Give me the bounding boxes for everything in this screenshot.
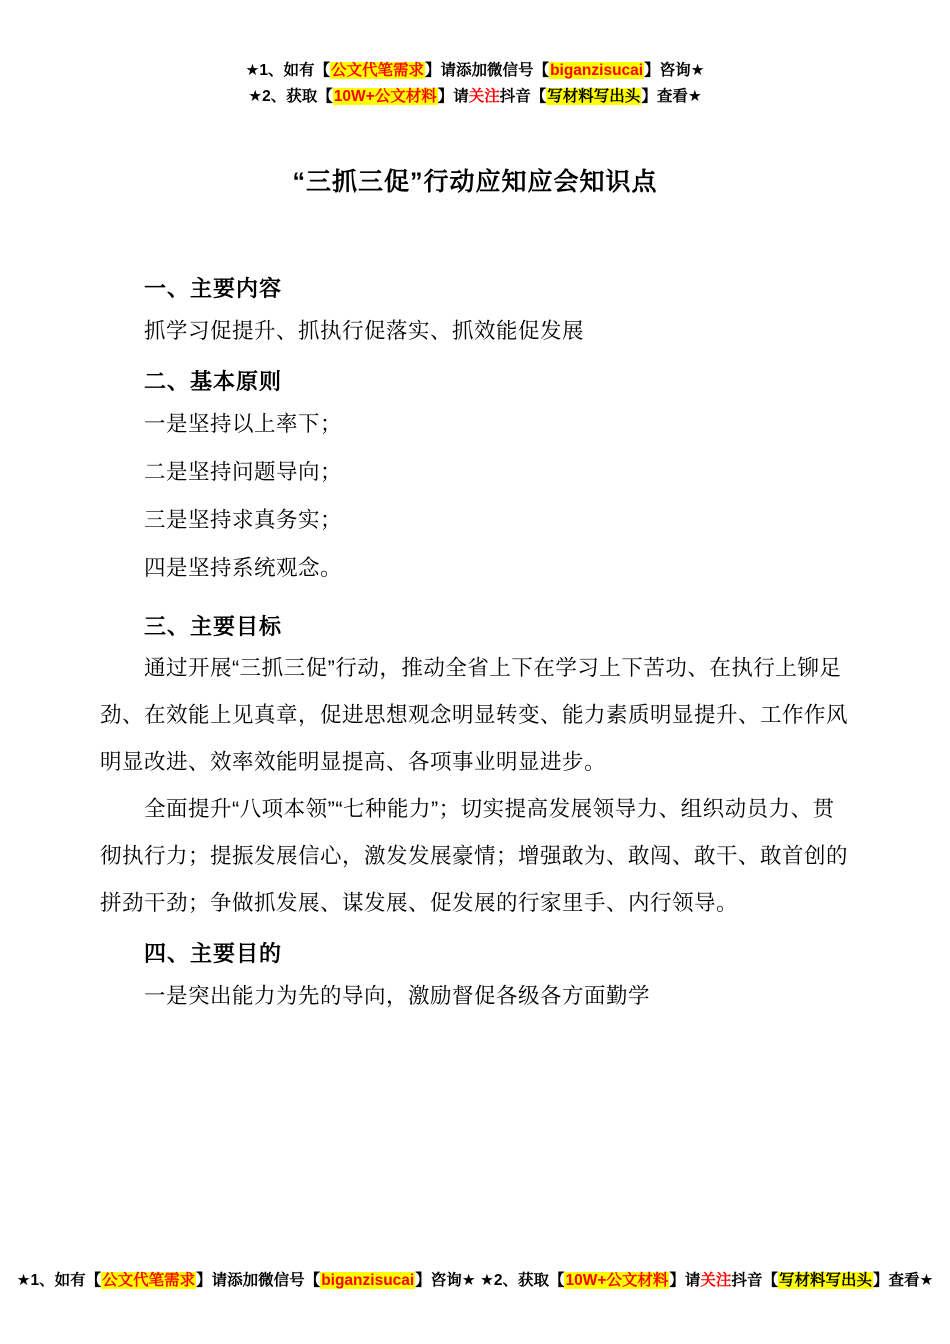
section-2-paragraph-4: 四是坚持系统观念。 <box>144 556 343 580</box>
page-title: “三抓三促”行动应知应会知识点 <box>292 168 658 196</box>
section-4-paragraph-1: 一是突出能力为先的导向，激励督促各级各方面勤学 <box>144 984 651 1008</box>
footer-line-2-red: 关注 <box>700 1272 732 1289</box>
footer-line-1-prefix: ★1、如有【 <box>16 1272 102 1289</box>
promo-line-2-highlight-2: 写材料写出头 <box>547 88 641 105</box>
footer-line-2-prefix: ★2、获取【 <box>479 1272 565 1289</box>
footer-line-1-highlight-2: biganzisucai <box>321 1272 415 1289</box>
promo-line-2 <box>100 84 850 110</box>
promo-line-1-highlight-2: biganzisucai <box>550 62 644 79</box>
section-heading-3: 三、主要目标 <box>144 614 283 639</box>
section-heading-1: 一、主要内容 <box>144 276 283 301</box>
footer-line-2 <box>480 1272 933 1289</box>
promo-line-1-mid: 】请添加微信号【 <box>425 62 550 79</box>
spacer <box>100 592 850 610</box>
footer-line-1-mid: 】请添加微信号【 <box>196 1272 321 1289</box>
promo-line-1-suffix: 】咨询★ <box>644 62 705 79</box>
section-heading-4: 四、主要目的 <box>144 941 283 966</box>
footer-line-2-suffix: 】查看★ <box>872 1272 934 1289</box>
spacer <box>100 927 850 937</box>
footer-line-2-mid2: 抖音【 <box>731 1272 778 1289</box>
promo-line-2-mid2: 抖音【 <box>499 88 547 105</box>
section-3-paragraph-1: 通过开展“三抓三促”行动，推动全省上下在学习上下苦功、在执行上铆足劲、在效能上见真章，促进思想观念明显转变、能力素质明显提升、工作作风明显改进、效率效能明显提高、各项事业明显进步。 <box>100 656 849 774</box>
section-2-paragraph-1: 一是坚持以上率下； <box>144 412 343 436</box>
footer-line-1-highlight-1: 公文代笔需求 <box>102 1272 196 1289</box>
promo-line-1 <box>100 58 850 84</box>
promo-line-1-highlight-1: 公文代笔需求 <box>331 62 425 79</box>
section-2-paragraph-2: 二是坚持问题导向； <box>144 460 343 484</box>
promo-line-2-suffix: 】查看★ <box>641 88 702 105</box>
section-heading-2: 二、基本原则 <box>144 369 283 394</box>
section-2-paragraph-3: 三是坚持求真务实； <box>144 508 343 532</box>
section-1-paragraph-1: 抓学习促提升、抓执行促落实、抓效能促发展 <box>144 319 585 343</box>
promo-line-2-red: 关注 <box>468 88 500 105</box>
footer-line-1-suffix: 】咨询★ <box>415 1272 476 1289</box>
spacer <box>100 355 850 365</box>
document-body <box>100 272 850 1020</box>
footer-line-2-highlight-2: 写材料写出头 <box>778 1272 872 1289</box>
footer-line-2-highlight-1: 10W+公文材料 <box>565 1272 669 1289</box>
promo-banner-bottom <box>0 1268 950 1294</box>
footer-line-1 <box>17 1272 476 1289</box>
promo-line-2-mid: 】请 <box>437 88 469 105</box>
promo-banner-top <box>100 58 850 110</box>
promo-line-2-prefix: ★2、获取【 <box>248 88 333 105</box>
promo-line-1-prefix: ★1、如有【 <box>245 62 331 79</box>
section-3-paragraph-2: 全面提升“八项本领”“七种能力”；切实提高发展领导力、组织动员力、贯彻执行力；提振发展信心，激发发展豪情；增强敢为、敢闯、敢干、敢首创的拼劲干劲；争做抓发展、谋发展、促发展的行家里手、内行领导。 <box>100 797 849 915</box>
promo-line-2-highlight-1: 10W+公文材料 <box>333 88 437 105</box>
footer-line-2-mid: 】请 <box>669 1272 701 1289</box>
